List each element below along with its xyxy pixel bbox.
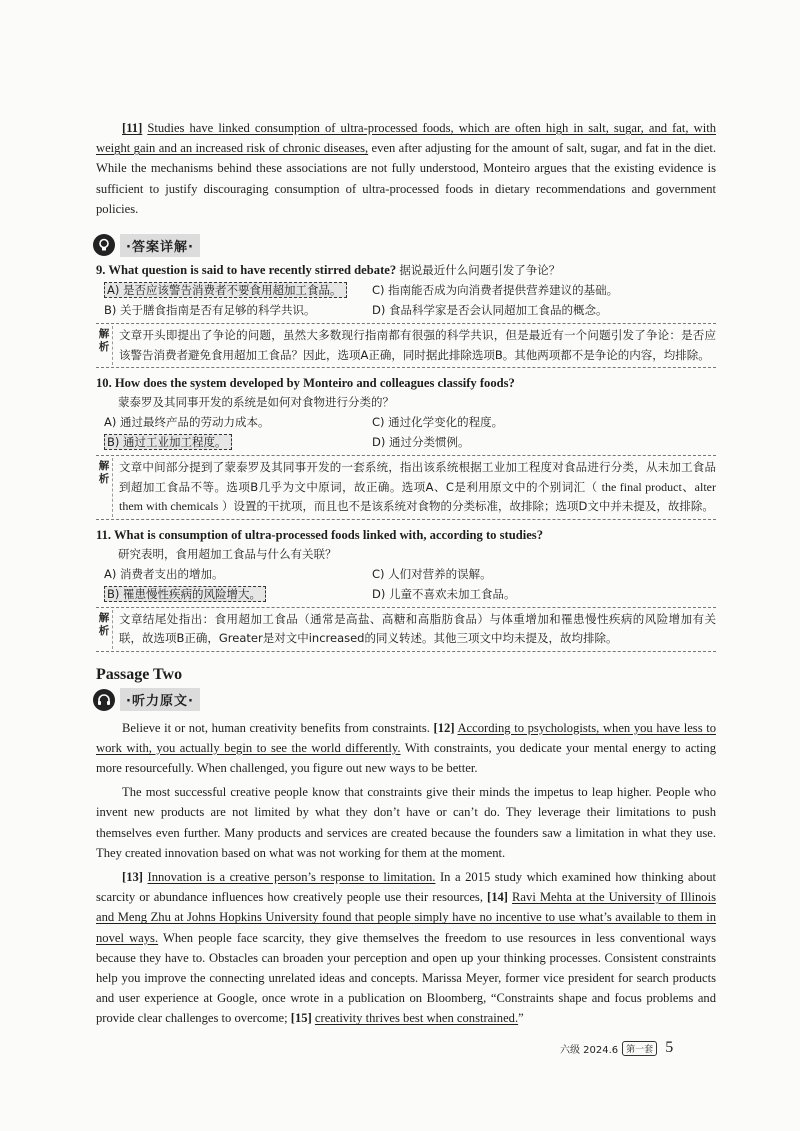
underlined-sentence-15: creativity thrives best when constrained. — [314, 1011, 519, 1026]
passage-one-paragraph — [96, 118, 716, 219]
analysis-box — [96, 323, 716, 368]
option-b — [104, 584, 372, 604]
option-c: C) 指南能否成为向消费者提供营养建议的基础。 — [372, 283, 619, 298]
option-a: A) 消费者支出的增加。 — [104, 566, 224, 581]
underlined-sentence-14: Ravi Mehta at the University of Illinois and Meng Zhu at Johns Hopkins University found that people simply have no incentive to use what’s available to them in novel ways. — [96, 890, 716, 945]
footer-chip: 第一套 — [622, 1041, 657, 1056]
page-footer — [560, 1039, 673, 1057]
question-en: 10. How does the system developed by Monteiro and colleagues classify foods? — [96, 376, 515, 391]
tag-12: [12] — [433, 720, 455, 735]
tag-14: [14] — [487, 890, 508, 905]
option-b: B) 关于膳食指南是否有足够的科学共识。 — [104, 303, 316, 318]
tag-13: [13] — [122, 869, 143, 884]
tag-11: [11] — [122, 121, 143, 135]
paragraph-rest: even after adjusting for the amount of salt, sugar, and fat in the diet. While the mechanisms behind these associations are not fully understood, Monteiro argues that the existing evidence is sufficient to justify discouraging consumption of ultra-processed foods in dietary recommendations and government policies. — [96, 141, 717, 216]
page-content — [96, 118, 716, 1029]
answers-header — [93, 231, 716, 259]
analysis-tag: 解析 — [98, 611, 110, 637]
option-d: D) 通过分类惯例。 — [372, 435, 470, 450]
transcript-paragraph-2: The most successful creative people know that constraints give their minds the impetus to leap higher. People who invent new products are not limited by what they don’t have or can’t do. They leverage their limitations to push themselves even further. Many products and services are created because the founders saw a limitation in what they use. They created innovation based on what was not working for them at the moment. — [96, 785, 716, 860]
transcript-paragraph-1 — [96, 718, 716, 779]
underlined-sentence-13: Innovation is a creative person’s response to limitation. — [147, 869, 436, 884]
question-text — [96, 261, 716, 280]
options — [96, 412, 716, 452]
option-b-text: B) 通过工业加工程度。 — [104, 434, 232, 450]
option-a — [104, 280, 372, 300]
transcript-paragraph-3 — [96, 867, 716, 1029]
answers-header-label: ·答案详解· — [120, 234, 200, 257]
option-a: A) 通过最终产品的劳动力成本。 — [104, 415, 270, 430]
tag-15: [15] — [290, 1011, 312, 1026]
transcript-header — [93, 686, 716, 714]
analysis-part: 文章中间部分提到了蒙泰罗及其同事开发的一套系统，指出该系统根据工业加工程度对食品进行分类，从未加工食品到超加工食品不等。选项B几乎为文中原词，故正确。选项A、C是利用原文中的个别词汇（ — [119, 460, 716, 494]
option-b-text: B) 罹患慢性疾病的风险增大。 — [104, 586, 266, 602]
analysis-tag: 解析 — [98, 460, 110, 486]
underlined-sentence-11: Studies have linked consumption of ultra-processed foods, which are often high in salt, sugar, and fat, with weight gain and an increased risk of chronic diseases, — [96, 121, 716, 156]
footer-label: 六级 2024.6 — [560, 1044, 619, 1056]
question-zh: 蒙泰罗及其同事开发的系统是如何对食物进行分类的？ — [118, 395, 394, 410]
option-d: D) 食品科学家是否会认同超加工食品的概念。 — [372, 303, 608, 318]
analysis-text: 文章开头即提出了争论的问题，虽然大多数现行指南都有很强的科学共识，但是最近有一个问题引发了争论：是否应该警告消费者避免食用超加工食品？因此，选项A正确，同时据此排除选项B。其他两项都不是争论的内容，均排除。 — [112, 326, 716, 365]
text: ” — [518, 1011, 524, 1026]
question-11 — [96, 526, 716, 652]
analysis-text — [112, 458, 716, 517]
transcript-header-label: ·听力原文· — [120, 688, 200, 711]
question-10 — [96, 374, 716, 520]
analysis-text: 文章结尾处指出：食用超加工食品（通常是高盐、高糖和高脂肪食品）与体重增加和罹患慢性疾病的风险增加有关联，故选项B正确，Greater是对文中increased的同义转述。其他三项文中均未提及，故均排除。 — [112, 610, 716, 649]
text: In a 2015 study which examined how thinking about scarcity or abundance influences how creatively people use their resources, — [96, 869, 716, 905]
analysis-box — [96, 607, 716, 652]
option-d: D) 儿童不喜欢未加工食品。 — [372, 586, 516, 601]
options — [96, 564, 716, 604]
question-9 — [96, 261, 716, 368]
question-en: 11. What is consumption of ultra-processed foods linked with, according to studies? — [96, 527, 544, 542]
option-c: C) 通过化学变化的程度。 — [372, 415, 504, 430]
option-b — [104, 432, 372, 452]
lightbulb-icon — [93, 234, 115, 256]
option-c: C) 人们对营养的误解。 — [372, 566, 492, 581]
analysis-english-words: the final product、alter them with chemicals — [119, 479, 716, 514]
analysis-box — [96, 455, 716, 520]
option-a-text: A) 是否应该警告消费者不要食用超加工食品。 — [104, 282, 347, 298]
analysis-part: ）设置的干扰项，而且也不是该系统对食物的分类标准，故排除；选项D文中并未提及，故排除。 — [221, 499, 714, 514]
text: With constraints, you dedicate your mental energy to acting more resourcefully. When challenged, you figure out new ways to be better. — [96, 740, 716, 775]
passage-two-title: Passage Two — [96, 665, 183, 683]
question-en: 9. What question is said to have recently stirred debate? — [96, 263, 397, 278]
question-zh: 研究表明，食用超加工食品与什么有关联？ — [118, 546, 337, 561]
page-number: 5 — [665, 1039, 674, 1056]
analysis-tag: 解析 — [98, 328, 110, 354]
options — [96, 280, 716, 320]
text: Believe it or not, human creativity benefits from constraints. — [122, 720, 434, 735]
underlined-sentence-12: According to psychologists, when you have less to work with, you actually begin to see the world differently. — [96, 720, 716, 755]
question-zh: 据说最近什么问题引发了争论？ — [399, 263, 561, 278]
headphones-icon — [93, 689, 115, 711]
text: When people face scarcity, they give themselves the freedom to use resources in less conventional ways because they have to. Obstacles can broaden your perception and open up your thinking processes. Consistent constraints help you improve the connecting unrelated ideas and concepts. Marissa Meyer, former vice president for search products and user experience at Google, once wrote in a publication on Bloomberg, “Constraints shape and focus problems and provide clear challenges to overcome; — [96, 930, 717, 1026]
